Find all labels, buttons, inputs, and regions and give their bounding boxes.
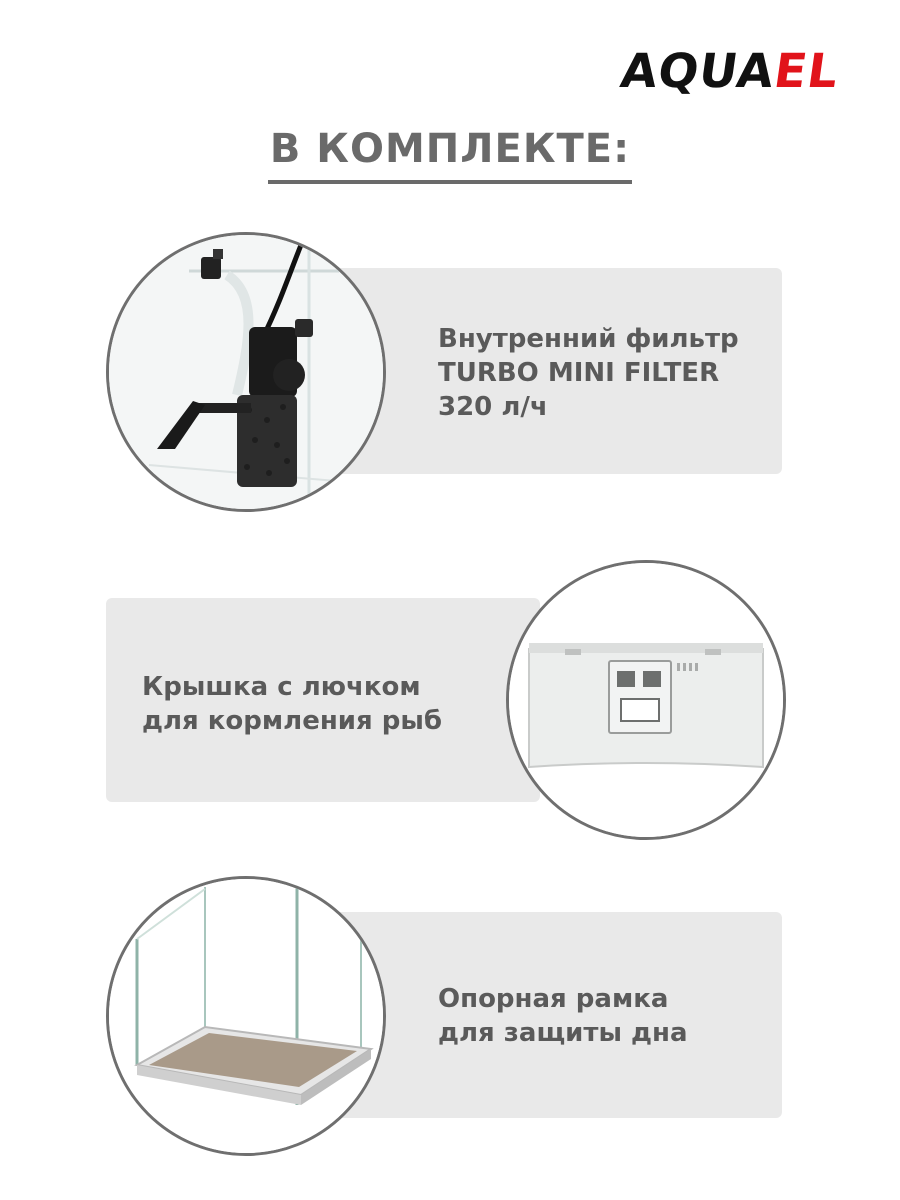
filter-image	[106, 232, 386, 512]
item-text-lid	[142, 670, 442, 738]
item-line: Внутренний фильтр	[438, 324, 739, 354]
lid-image	[506, 560, 786, 840]
frame-illustration	[109, 879, 383, 1153]
item-line: Крышка с лючком	[142, 672, 421, 702]
item-line: для кормления рыб	[142, 706, 443, 736]
page-title-wrapper	[0, 126, 900, 184]
item-line: Опорная рамка	[438, 984, 669, 1014]
frame-image	[106, 876, 386, 1156]
aquael-logo	[617, 44, 842, 99]
item-line: для защиты дна	[438, 1018, 688, 1048]
item-text-frame	[438, 982, 688, 1050]
item-line: 320 л/ч	[438, 392, 548, 422]
logo-text-el: EL	[770, 44, 842, 99]
item-line: TURBO MINI FILTER	[438, 358, 720, 388]
lid-illustration	[509, 563, 783, 837]
page-title: В КОМПЛЕКТЕ:	[268, 126, 632, 184]
logo-text-aqua: AQUA	[616, 44, 778, 99]
item-text-filter	[438, 322, 739, 424]
filter-illustration	[109, 235, 383, 509]
